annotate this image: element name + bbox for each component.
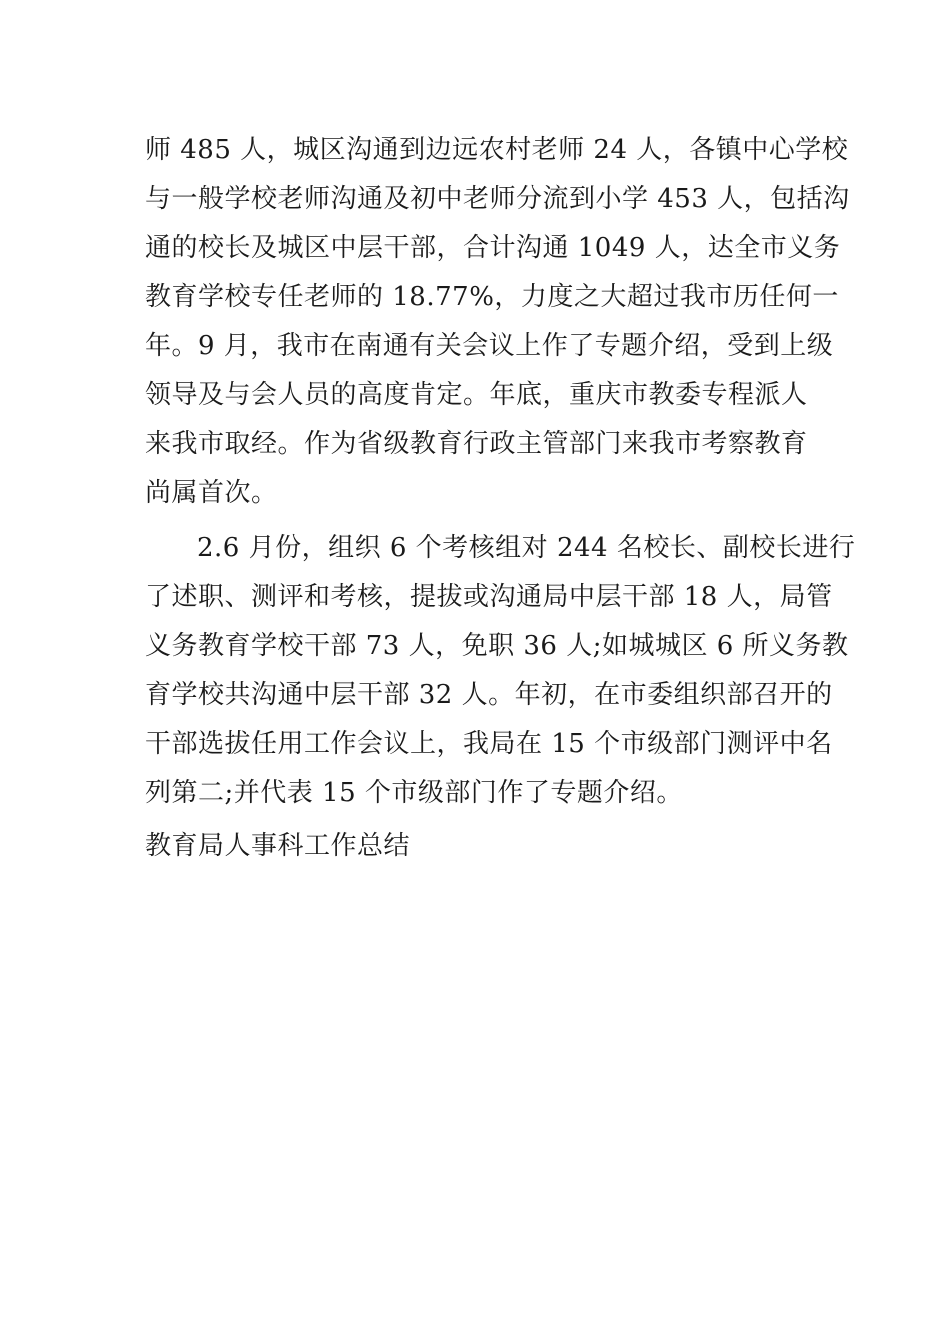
text-line: 干部选拔任用工作会议上，我局在 15 个市级部门测评中名 — [145, 729, 833, 759]
paragraph-2 — [145, 524, 856, 818]
text-line: 来我市取经。作为省级教育行政主管部门来我市考察教育 — [145, 429, 808, 459]
text-line: 了述职、测评和考核，提拔或沟通局中层干部 18 人，局管 — [145, 582, 833, 612]
text-line: 师 485 人，城区沟通到边远农村老师 24 人，各镇中心学校 — [145, 135, 849, 165]
text-line: 与一般学校老师沟通及初中老师分流到小学 453 人，包括沟 — [145, 184, 850, 214]
text-line: 领导及与会人员的高度肯定。年底，重庆市教委专程派人 — [145, 380, 808, 410]
text-line: 通的校长及城区中层干部，合计沟通 1049 人，达全市义务 — [145, 233, 841, 263]
text-line: 年。9 月，我市在南通有关会议上作了专题介绍，受到上级 — [145, 331, 834, 361]
text-line: 2.6 月份，组织 6 个考核组对 244 名校长、副校长进行 — [197, 533, 856, 563]
text-line: 义务教育学校干部 73 人，免职 36 人;如城城区 6 所义务教 — [145, 631, 849, 661]
text-line: 尚属首次。 — [145, 478, 278, 508]
text-line: 育学校共沟通中层干部 32 人。年初，在市委组织部召开的 — [145, 680, 833, 710]
document-title: 教育局人事科工作总结 — [145, 831, 411, 861]
paragraph-1 — [145, 126, 850, 518]
footer-title — [145, 822, 810, 871]
text-line: 教育学校专任老师的 18.77%，力度之大超过我市历任何一 — [145, 282, 839, 312]
text-line: 列第二;并代表 15 个市级部门作了专题介绍。 — [145, 778, 683, 808]
